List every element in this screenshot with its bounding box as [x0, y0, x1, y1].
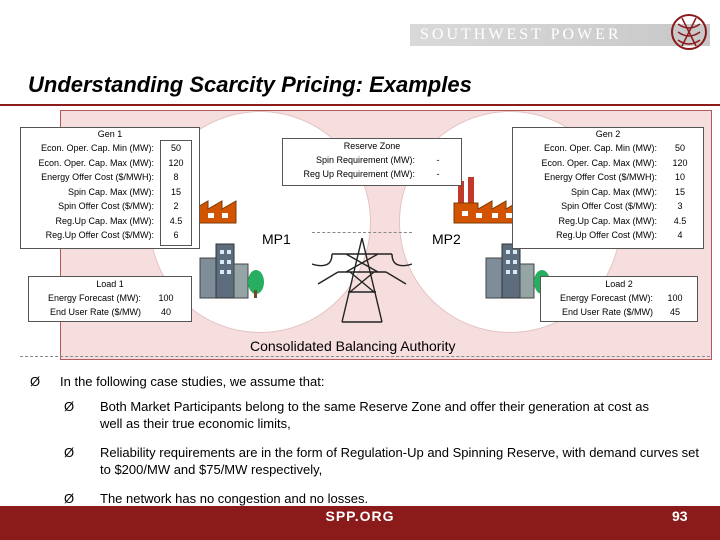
reserve-zone-value: -: [436, 155, 440, 165]
reserve-zone-label: Spin Requirement (MW):: [315, 155, 415, 165]
spp-logo-icon: [670, 12, 708, 52]
load1-value: 40: [160, 307, 171, 317]
mp2-label: MP2: [432, 231, 461, 247]
gen1-label: Spin Cap. Max (MW):: [67, 186, 154, 197]
bullet-arrow-icon: Ø: [64, 445, 75, 460]
gen1-value: 6: [173, 230, 179, 240]
page-title: Understanding Scarcity Pricing: Examples: [28, 72, 472, 97]
reserve-zone-heading: Reserve Zone: [343, 141, 401, 151]
gen1-label: Reg.Up Cap. Max (MW):: [55, 215, 154, 226]
load2-label: Energy Forecast (MW):: [559, 293, 653, 303]
gen2-value: 3: [677, 201, 683, 211]
footer-site: SPP.ORG: [325, 508, 395, 524]
load2-label: End User Rate ($/MW): [561, 307, 653, 317]
gen2-label: Reg.Up Offer Cost (MW):: [556, 230, 657, 240]
load1-label: End User Rate ($/MW): [49, 307, 141, 317]
bullet-item: The network has no congestion and no losses.: [100, 491, 369, 506]
bullet-arrow-icon: Ø: [64, 399, 75, 414]
bullet-arrow-icon: Ø: [64, 491, 75, 506]
load2-value: 100: [667, 293, 683, 303]
balancing-authority-label: Consolidated Balancing Authority: [250, 338, 456, 354]
gen1-value: 15: [170, 186, 181, 197]
tower-dashed-line: [312, 232, 412, 233]
reserve-zone-value: -: [436, 169, 440, 179]
bullet-item: Reliability requirements are in the form of Regulation-Up and Spinning Reserve, with demand curves set to $200/MW and $75/MW respectively,: [100, 445, 700, 477]
transmission-tower-icon: [312, 234, 412, 326]
gen1-value: 120: [168, 157, 184, 168]
gen1-value: 8: [173, 172, 179, 182]
gen1-heading: Gen 1: [97, 129, 123, 139]
brand-name: SOUTHWEST POWER POOL: [420, 26, 622, 65]
gen2-value: 10: [674, 172, 685, 182]
load1-heading: Load 1: [96, 279, 124, 289]
reserve-zone-label: Reg Up Requirement (MW):: [303, 169, 415, 179]
page-number: 93: [672, 508, 688, 524]
section-divider: [20, 356, 710, 357]
gen1-label: Econ. Oper. Cap. Max (MW):: [38, 157, 154, 168]
gen2-label: Econ. Oper. Cap. Min (MW):: [543, 143, 657, 153]
title-divider: [0, 104, 720, 106]
gen1-label: Econ. Oper. Cap. Min (MW):: [40, 143, 154, 153]
load2-info-box: [540, 276, 698, 322]
gen2-info-box: [512, 127, 704, 249]
load2-value: 45: [669, 307, 680, 317]
gen1-values-box: [160, 140, 192, 246]
mp1-label: MP1: [262, 231, 291, 247]
gen1-value: 2: [173, 201, 179, 211]
gen2-label: Reg.Up Cap. Max (MW):: [558, 215, 657, 226]
gen2-label: Spin Cap. Max (MW):: [570, 186, 657, 197]
bullets-intro: In the following case studies, we assume that:: [60, 374, 325, 389]
gen2-heading: Gen 2: [595, 129, 621, 139]
gen2-value: 4.5: [673, 215, 687, 226]
reserve-zone-box: [282, 138, 462, 186]
bullet-arrow-icon: Ø: [30, 374, 41, 389]
bullet-item: Both Market Participants belong to the same Reserve Zone and offer their generation at cost as well as their true economic limits,: [100, 399, 649, 431]
load1-label: Energy Forecast (MW):: [47, 293, 141, 303]
gen1-label: Spin Offer Cost ($/MW):: [58, 201, 154, 211]
load1-city-icon: [196, 238, 266, 300]
gen2-value: 4: [677, 230, 683, 240]
load1-info-box: [28, 276, 192, 322]
gen1-value: 50: [170, 143, 181, 153]
load1-value: 100: [158, 293, 174, 303]
gen2-label: Econ. Oper. Cap. Max (MW):: [541, 157, 657, 168]
gen2-value: 50: [674, 143, 685, 153]
gen1-value: 4.5: [169, 215, 183, 226]
gen1-label: Energy Offer Cost ($/MWH):: [41, 172, 154, 182]
load2-heading: Load 2: [605, 279, 633, 289]
gen2-label: Energy Offer Cost ($/MWH):: [544, 172, 657, 182]
gen1-label: Reg.Up Offer Cost ($/MW):: [45, 230, 154, 240]
gen2-value: 15: [674, 186, 685, 197]
gen2-label: Spin Offer Cost ($/MW):: [561, 201, 657, 211]
gen2-value: 120: [672, 157, 688, 168]
